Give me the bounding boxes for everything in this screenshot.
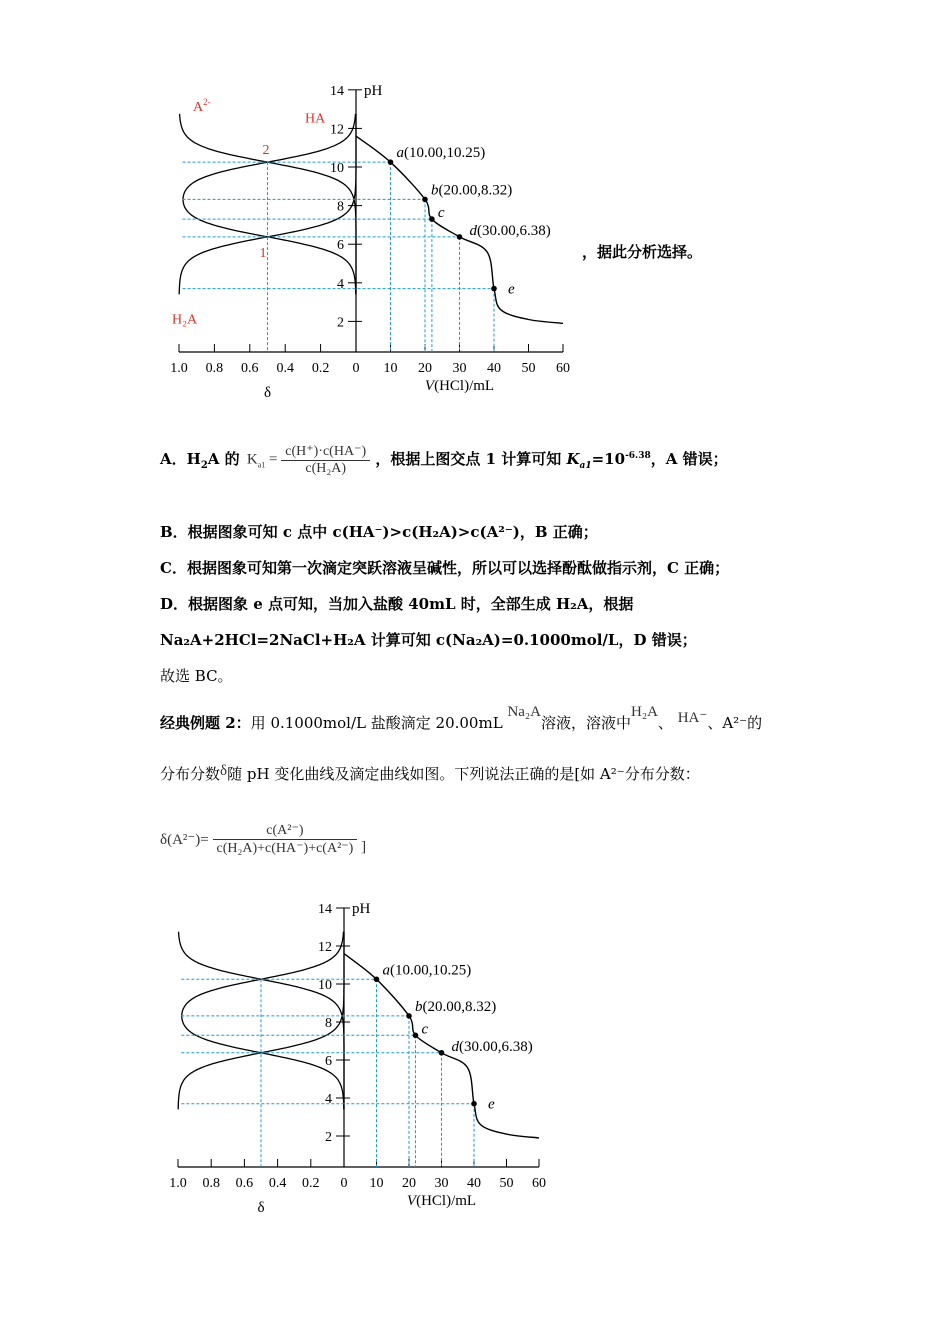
x-tick-label-delta: 0.4 — [268, 1176, 287, 1191]
ka-formula — [247, 443, 370, 477]
ha-species-label: HA — [305, 111, 326, 127]
y-axis-label: pH — [364, 82, 383, 99]
example-2-line-1 — [160, 704, 763, 733]
option-a-ka-val: =10 — [591, 450, 626, 468]
figure-2-chart — [160, 895, 560, 1225]
definition-lhs: δ(A²⁻)= — [160, 832, 209, 848]
example-2-line-2 — [160, 763, 700, 784]
point-c-marker — [429, 216, 435, 222]
definition-denominator: c(H₂A)+c(HA⁻)+c(A²⁻) — [216, 841, 354, 856]
option-a-suffix-1: ，根据上图交点 1 计算可知 — [375, 450, 567, 468]
delta-axis-label: δ — [257, 1200, 265, 1216]
volume-axis-label: V(HCl)/mL — [424, 378, 495, 394]
option-d-line-2: Na₂A+2HCl=2NaCl+H₂A 计算可知 c(Na₂A)=0.1000mol/L，D 错误； — [160, 631, 697, 649]
option-a-prefix: A．H — [160, 450, 201, 468]
x-tick-label-delta: 0.8 — [202, 1176, 220, 1191]
delta-axis-label: δ — [263, 385, 272, 401]
crossing-2-label: 2 — [262, 143, 270, 159]
example-2-sep-2: 、A²⁻的 — [707, 714, 763, 732]
x-tick-label-volume: 20 — [402, 1176, 416, 1191]
x-tick-label-delta: 0.6 — [241, 361, 259, 376]
point-d-label: d(30.00,6.38) — [469, 222, 551, 239]
y-tick-label: 8 — [325, 1016, 332, 1031]
example-2-line-2b: 随 pH 变化曲线及滴定曲线如图。下列说法正确的是[如 A²⁻分布分数： — [227, 765, 700, 783]
y-tick-label: 14 — [318, 902, 332, 917]
point-e-marker — [491, 286, 497, 292]
x-tick-label-delta: 0.8 — [205, 361, 224, 376]
figure-1-chart — [160, 70, 580, 410]
crossing-1-label: 1 — [259, 245, 267, 261]
option-a-suffix-2: ，A 错误； — [650, 450, 728, 468]
x-tick-label-volume: 30 — [452, 361, 467, 376]
y-tick-label: 8 — [337, 199, 344, 215]
answer-line: 故选 BC。 — [160, 667, 233, 685]
y-tick-label: 2 — [325, 1130, 332, 1145]
example-2-text-2: 溶液，溶液中 — [541, 714, 632, 732]
example-2-line-2a: 分布分数 — [160, 765, 221, 783]
option-a-ka-exp: -6.38 — [625, 451, 651, 461]
ka-fraction — [281, 443, 370, 477]
point-e-label: e — [488, 1096, 495, 1113]
volume-axis-label: V(HCl)/mL — [406, 1193, 477, 1209]
option-b: B．根据图象可知 c 点中 c(HA⁻)>c(H₂A)>c(A²⁻)，B 正确； — [160, 523, 598, 541]
x-tick-label-volume: 30 — [434, 1176, 449, 1191]
definition-numerator: c(A²⁻) — [213, 822, 358, 840]
x-tick-label-delta: 0.2 — [302, 1176, 320, 1191]
ka-lhs: K — [246, 451, 258, 468]
x-tick-label-delta: 0 — [352, 361, 360, 376]
point-c-label: c — [421, 1021, 429, 1038]
option-a-ka: K — [566, 450, 580, 468]
x-tick-label-delta: 1.0 — [169, 1176, 187, 1191]
point-e-label: e — [508, 281, 515, 298]
point-a-marker — [374, 976, 380, 982]
point-b-label: b(20.00,8.32) — [431, 182, 513, 199]
example-2-sep-1: 、 — [657, 714, 673, 732]
x-tick-label-delta: 0.4 — [276, 361, 294, 376]
x-tick-label-delta: 1.0 — [170, 361, 188, 376]
ka-denominator: c(H₂A) — [305, 461, 347, 476]
y-tick-label: 14 — [330, 83, 344, 99]
x-tick-label-volume: 60 — [532, 1176, 546, 1191]
point-b-marker — [422, 197, 428, 203]
h2a-species-label: H₂A — [172, 312, 198, 328]
definition-close-bracket: ] — [361, 838, 367, 855]
point-d-marker — [457, 234, 463, 240]
y-tick-label: 4 — [325, 1092, 332, 1107]
y-tick-label: 6 — [337, 238, 344, 254]
y-tick-label: 12 — [330, 122, 344, 138]
ka-numerator: c(H⁺)·c(HA⁻) — [281, 443, 370, 461]
option-a-ka-sub: a1 — [579, 461, 592, 471]
x-tick-label-volume: 10 — [383, 361, 398, 376]
point-d-marker — [439, 1050, 445, 1056]
example-2-na2a: Na₂A — [507, 704, 541, 720]
x-tick-label-delta: 0.6 — [235, 1176, 254, 1191]
x-tick-label-volume: 20 — [418, 361, 432, 376]
example-2-title: 经典例题 2： — [160, 714, 251, 732]
ha-distribution-curve — [183, 111, 356, 295]
ha-distribution-curve — [182, 932, 344, 1110]
x-tick-label-volume: 50 — [499, 1176, 514, 1191]
y-tick-label: 2 — [337, 315, 344, 331]
x-tick-label-volume: 40 — [467, 1176, 481, 1191]
example-2-ha: HA⁻ — [677, 710, 708, 726]
example-2-text-1: 用 0.1000mol/L 盐酸滴定 20.00mL — [250, 714, 503, 732]
x-tick-label-volume: 50 — [521, 361, 536, 376]
point-a-marker — [388, 159, 394, 165]
delta-definition — [160, 822, 366, 857]
example-2-h2a: H₂A — [631, 704, 658, 720]
point-e-marker — [471, 1101, 477, 1107]
a2-species-label: $A^{2-}$ — [193, 97, 211, 116]
ka-lhs-sub: a1 — [257, 460, 266, 470]
option-d-line-1: D．根据图象 e 点可知，当加入盐酸 40mL 时，全部生成 H₂A，根据 — [160, 595, 634, 613]
x-tick-label-delta: 0 — [340, 1176, 348, 1191]
point-d-label: d(30.00,6.38) — [451, 1038, 533, 1055]
point-a-label: a(10.00,10.25) — [396, 145, 486, 162]
definition-fraction — [213, 822, 358, 857]
y-tick-label: 4 — [337, 276, 344, 292]
x-tick-label-volume: 60 — [556, 361, 570, 376]
point-a-label: a(10.00,10.25) — [382, 962, 472, 979]
point-b-marker — [406, 1013, 412, 1019]
point-c-label: c — [437, 205, 445, 222]
delta-symbol: δ — [220, 763, 228, 779]
option-a-mid: A 的 — [207, 450, 240, 468]
y-tick-label: 6 — [325, 1054, 332, 1069]
y-tick-label: 10 — [330, 161, 344, 176]
option-a: A．$H_2A$ 的 $K_{a1}$ = $\frac{c(H^+)\cdot c(HA^-)}{\text{c(H₂A)}}$ ，根据上图交点 1 计算可知 $K_{a1}=10^{-6.38}$，A 错误； — [160, 444, 728, 476]
y-tick-label: 12 — [318, 940, 332, 955]
x-tick-label-volume: 10 — [369, 1176, 384, 1191]
y-tick-label: 10 — [318, 978, 332, 993]
ka-eq: = — [269, 451, 278, 468]
point-c-marker — [413, 1033, 419, 1039]
option-c: C．根据图象可知第一次滴定突跃溶液呈碱性，所以可以选择酚酞做指示剂，C 正确； — [160, 559, 730, 577]
y-axis-label: pH — [352, 901, 371, 917]
figure-1-side-text: ，据此分析选择。 — [582, 243, 703, 261]
point-b-label: b(20.00,8.32) — [415, 998, 497, 1015]
x-tick-label-volume: 40 — [487, 361, 501, 376]
x-tick-label-delta: 0.2 — [311, 361, 330, 376]
